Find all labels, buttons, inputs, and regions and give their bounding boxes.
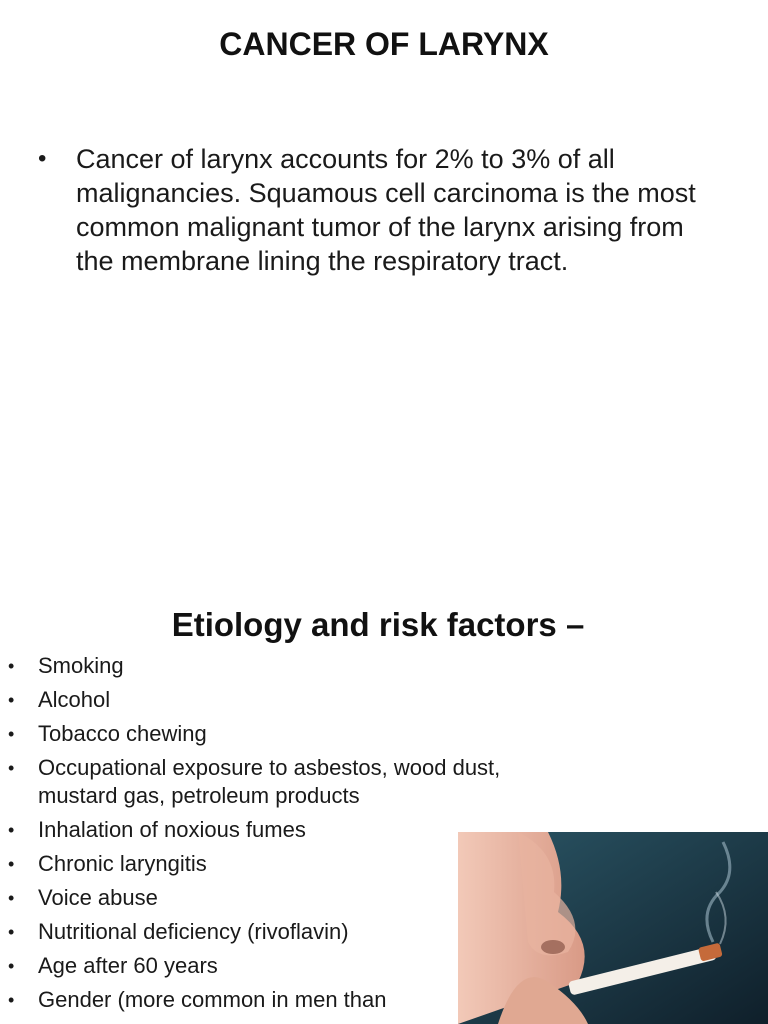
- list-item: • Smoking: [8, 653, 124, 678]
- list-item: • Voice abuse: [8, 885, 158, 910]
- bullet-dot-icon: •: [8, 956, 15, 976]
- bullet-dot-icon: •: [8, 990, 15, 1010]
- list-item: • Age after 60 years: [8, 953, 218, 978]
- list-item: • Nutritional deficiency (rivoflavin): [8, 919, 349, 944]
- bullet-dot-icon: •: [8, 690, 15, 710]
- bullet-dot-icon: •: [8, 922, 15, 942]
- list-item: • Tobacco chewing: [8, 721, 207, 746]
- bullet-paragraph: [38, 142, 728, 278]
- bullet-dot-icon: •: [38, 145, 47, 172]
- slide-etiology: [0, 580, 768, 1024]
- list-item: • Gender (more common in men than: [8, 987, 387, 1012]
- slide-title: CANCER OF LARYNX: [219, 26, 549, 62]
- bullet-dot-icon: •: [8, 656, 15, 676]
- slide-title: Etiology and risk factors –: [171, 606, 585, 643]
- bullet-dot-icon: •: [8, 758, 15, 778]
- list-item: • Occupational exposure to asbestos, wood dust, mustard gas, petroleum products: [8, 755, 501, 808]
- smoking-illustration-icon: [458, 832, 768, 1024]
- bullet-dot-icon: •: [8, 854, 15, 874]
- bullet-dot-icon: •: [8, 888, 15, 908]
- list-item: • Inhalation of noxious fumes: [8, 817, 306, 842]
- list-item: • Chronic laryngitis: [8, 851, 207, 876]
- bullet-dot-icon: •: [8, 820, 15, 840]
- risk-factor-list: [6, 652, 536, 1020]
- bullet-text: Cancer of larynx accounts for 2% to 3% of all malignancies. Squamous cell carcinoma is the most common malignant tumor of the larynx arising from the membrane lining the respiratory tract.: [76, 144, 696, 276]
- smoking-photo: [458, 832, 768, 1024]
- list-item: • Alcohol: [8, 687, 111, 712]
- bullet-dot-icon: •: [8, 724, 15, 744]
